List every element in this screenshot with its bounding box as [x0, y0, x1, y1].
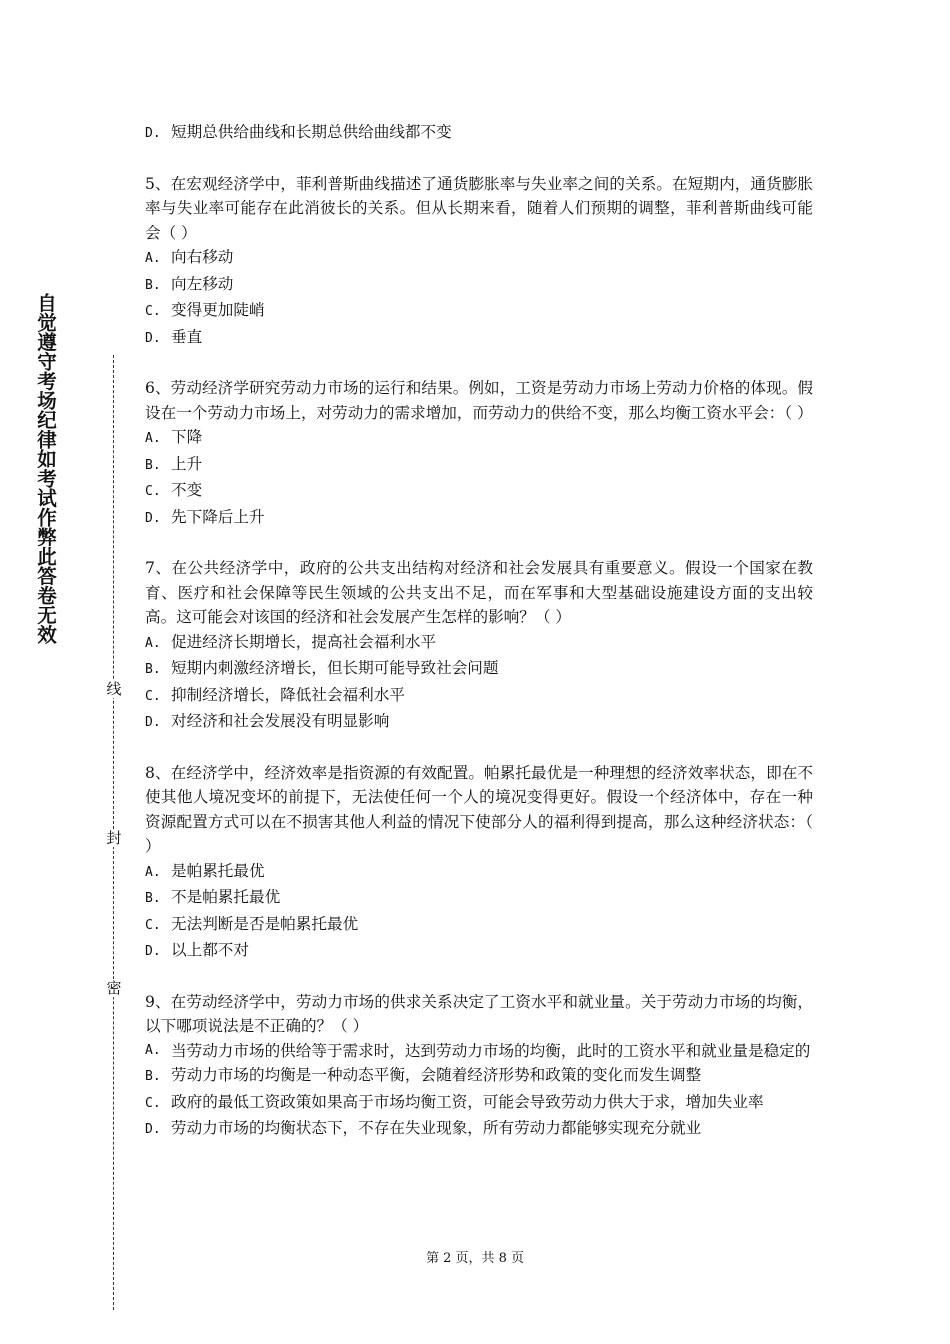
page-number: 第 2 页，共 8 页 — [425, 1251, 525, 1266]
question-stem: 8、在经济学中，经济效率是指资源的有效配置。帕累托最优是一种理想的经济效率状态，即在不使其他人境况变坏的前提下，无法使任何一个人的境况变得更好。假设一个经济体中，存在一种资源配置方式可以在不损害其他人利益的情况下使部分人的福利得到提高，那么这种经济状态：（ ） — [145, 763, 813, 855]
question-stem: 6、劳动经济学研究劳动力市场的运行和结果。例如，工资是劳动力市场上劳动力价格的体现。假设在一个劳动力市场上，对劳动力的需求增加，而劳动力的供给不变，那么均衡工资水平会：（ ） — [145, 379, 813, 422]
question-6 — [145, 376, 813, 531]
question-8 — [145, 761, 813, 965]
option-a: A. 促进经济长期增长，提高社会福利水平 — [145, 632, 437, 651]
option-a: A. 当劳动力市场的供给等于需求时，达到劳动力市场的均衡，此时的工资水平和就业量是稳定的 — [145, 1041, 811, 1060]
question-4-tail — [145, 120, 813, 147]
option-c: C. 无法判断是否是帕累托最优 — [145, 914, 359, 933]
seal-char-line: 线 — [106, 680, 122, 698]
exam-discipline-notice: 自觉遵守考场纪律如考试作弊此答卷无效 — [34, 293, 57, 644]
option-b: B. 短期内刺激经济增长，但长期可能导致社会问题 — [145, 659, 499, 677]
seal-char-secret: 密 — [106, 979, 122, 997]
option-c: C. 不变 — [145, 481, 203, 499]
option-d: D. 先下降后上升 — [145, 507, 265, 526]
question-7 — [145, 556, 813, 736]
question-5 — [145, 172, 813, 352]
option-b: B. 劳动力市场的均衡是一种动态平衡，会随着经济形势和政策的变化而发生调整 — [145, 1066, 702, 1084]
option-c: C. 变得更加陡峭 — [145, 301, 265, 319]
option-c: C. 政府的最低工资政策如果高于市场均衡工资，可能会导致劳动力供大于求，增加失业率 — [145, 1092, 764, 1111]
option-a: A. 是帕累托最优 — [145, 861, 265, 880]
option-b: B. 上升 — [145, 454, 203, 473]
option-c: C. 抑制经济增长，降低社会福利水平 — [145, 685, 405, 704]
seal-char-seal: 封 — [106, 829, 122, 847]
option-d: D. 对经济和社会发展没有明显影响 — [145, 712, 390, 730]
option-d: D. 短期总供给曲线和长期总供给曲线都不变 — [145, 123, 452, 141]
option-b: B. 不是帕累托最优 — [145, 888, 281, 906]
question-9 — [145, 990, 813, 1143]
option-d: D. 以上都不对 — [145, 941, 249, 959]
option-d: D. 垂直 — [145, 327, 203, 346]
question-content — [145, 120, 813, 1143]
option-a: A. 向右移动 — [145, 248, 234, 266]
option-a: A. 下降 — [145, 428, 203, 446]
question-stem: 7、在公共经济学中，政府的公共支出结构对经济和社会发展具有重要意义。假设一个国家在教育、医疗和社会保障等民生领域的公共支出不足，而在军事和大型基础设施建设方面的支出较高。这可能会对该国的经济和社会发展产生怎样的影响？（ ） — [145, 559, 813, 626]
option-b: B. 向左移动 — [145, 274, 234, 293]
question-stem: 9、在劳动经济学中，劳动力市场的供求关系决定了工资水平和就业量。关于劳动力市场的均衡，以下哪项说法是不正确的？（ ） — [145, 992, 813, 1035]
option-d: D. 劳动力市场的均衡状态下，不存在失业现象，所有劳动力都能够实现充分就业 — [145, 1119, 702, 1137]
question-stem: 5、在宏观经济学中，菲利普斯曲线描述了通货膨胀率与失业率之间的关系。在短期内，通货膨胀率与失业率可能存在此消彼长的关系。但从长期来看，随着人们预期的调整，菲利普斯曲线可能会（ ） — [145, 174, 813, 242]
